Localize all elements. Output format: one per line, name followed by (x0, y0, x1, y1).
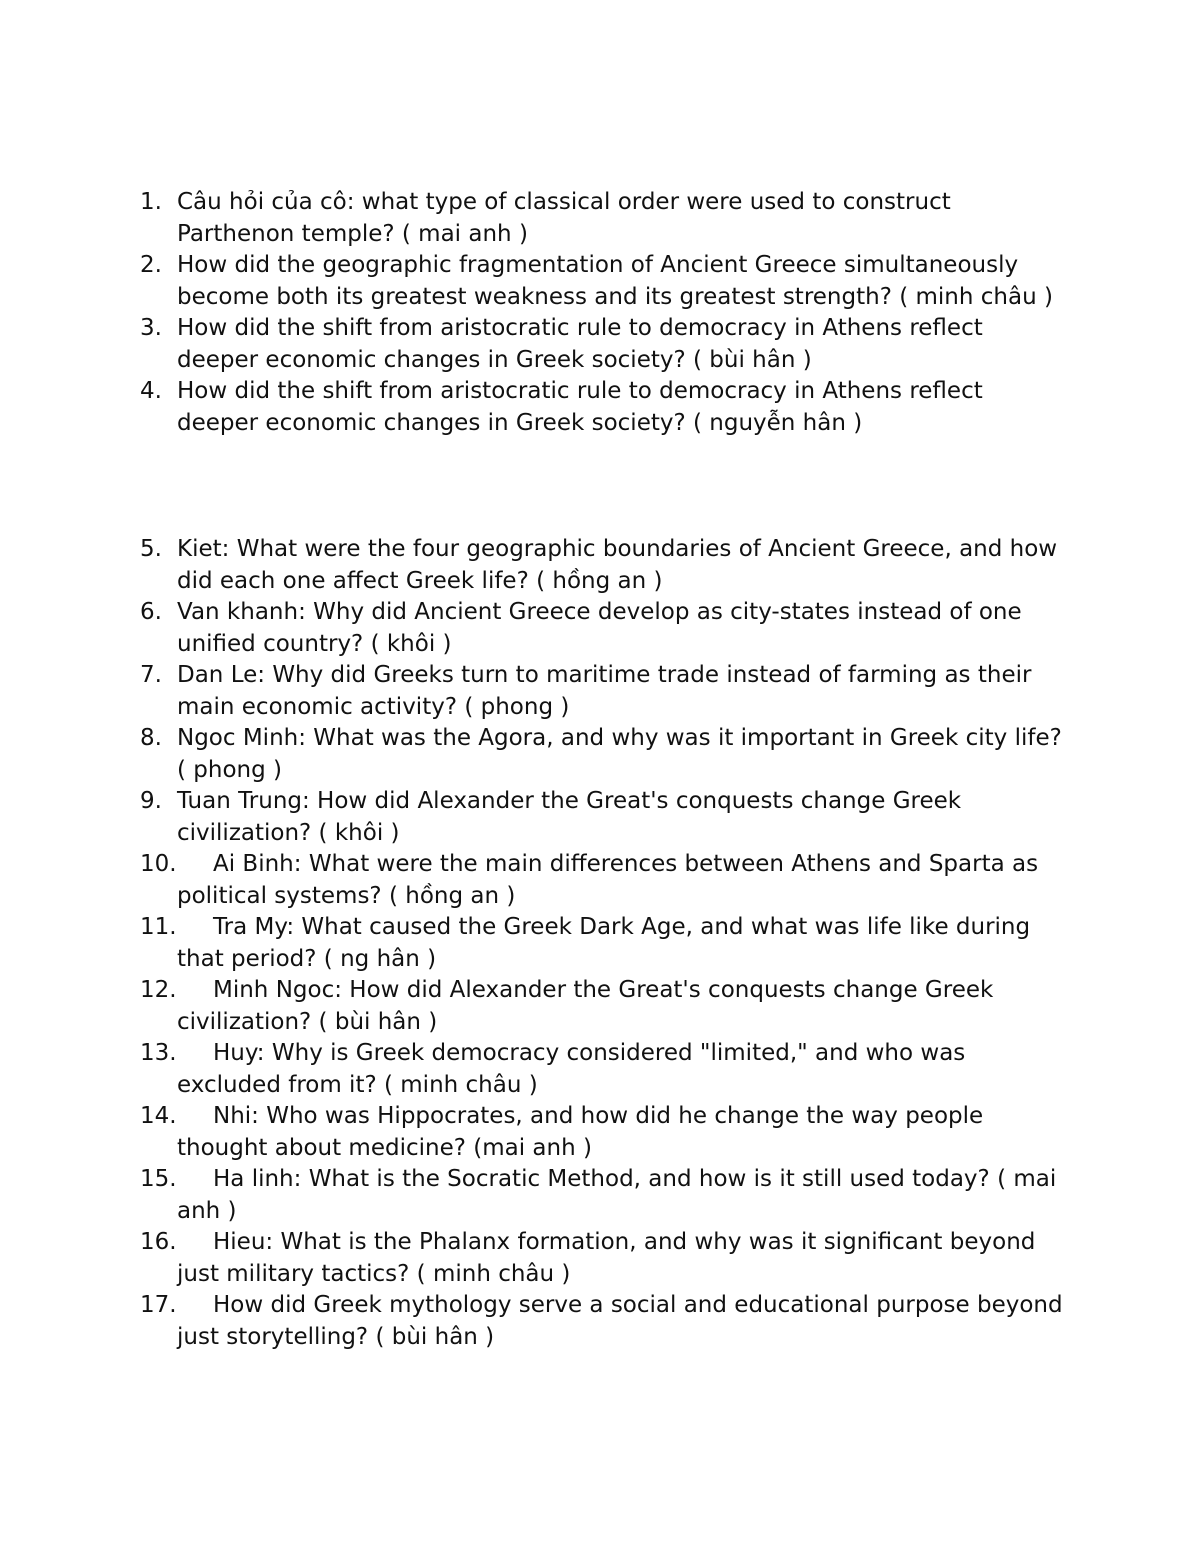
item-number: 5. (140, 536, 162, 562)
item-number: 8. (140, 725, 162, 751)
item-text: Kiet: What were the four geographic boundaries of Ancient Greece, and how did each one affect Greek life? ( hồng an ) (177, 536, 1058, 594)
item-text: Van khanh: Why did Ancient Greece develop as city-states instead of one unified country? ( khôi ) (177, 599, 1022, 657)
list-item (140, 1101, 1070, 1164)
item-number: 15. (140, 1166, 177, 1192)
item-number: 13. (140, 1040, 177, 1066)
list-item (140, 1290, 1070, 1353)
item-text: Ngoc Minh: What was the Agora, and why was it important in Greek city life? ( phong ) (177, 725, 1062, 783)
list-item (140, 534, 1070, 597)
item-text: Dan Le: Why did Greeks turn to maritime trade instead of farming as their main economic activity? ( phong ) (177, 662, 1032, 720)
item-number: 1. (140, 189, 162, 215)
item-text: How did the shift from aristocratic rule to democracy in Athens reflect deeper economic changes in Greek society? ( nguyễn hân ) (177, 378, 983, 436)
list-item (140, 1164, 1070, 1227)
item-number: 9. (140, 788, 162, 814)
item-number: 12. (140, 977, 177, 1003)
item-number: 17. (140, 1292, 177, 1318)
item-text: Tra My: What caused the Greek Dark Age, and what was life like during that period? ( ng hân ) (177, 914, 1031, 972)
item-number: 6. (140, 599, 162, 625)
item-text: Nhi: Who was Hippocrates, and how did he change the way people thought about medicine? (mai anh ) (177, 1103, 984, 1161)
item-number: 11. (140, 914, 177, 940)
list-item (140, 1227, 1070, 1290)
list-item (140, 597, 1070, 660)
item-number: 4. (140, 378, 162, 404)
list-item (140, 376, 1070, 439)
item-text: Ha linh: What is the Socratic Method, and how is it still used today? ( mai anh ) (177, 1166, 1057, 1224)
item-text: Minh Ngoc: How did Alexander the Great's conquests change Greek civilization? ( bùi hân ) (177, 977, 994, 1035)
item-text: How did the shift from aristocratic rule to democracy in Athens reflect deeper economic changes in Greek society? ( bùi hân ) (177, 315, 983, 373)
item-text: Ai Binh: What were the main differences between Athens and Sparta as political systems? ( hồng an ) (177, 851, 1039, 909)
question-list-one (140, 187, 1070, 439)
list-item (140, 313, 1070, 376)
list-item (140, 912, 1070, 975)
item-text: Câu hỏi của cô: what type of classical order were used to construct Parthenon temple? ( mai anh ) (177, 189, 951, 247)
item-number: 16. (140, 1229, 177, 1255)
item-text: Hieu: What is the Phalanx formation, and why was it significant beyond just military tactics? ( minh châu ) (177, 1229, 1036, 1287)
list-item (140, 849, 1070, 912)
item-number: 14. (140, 1103, 177, 1129)
list-item (140, 786, 1070, 849)
item-text: Huy: Why is Greek democracy considered "limited," and who was excluded from it? ( minh châu ) (177, 1040, 966, 1098)
item-text: Tuan Trung: How did Alexander the Great's conquests change Greek civilization? ( khôi ) (177, 788, 962, 846)
question-list-two (140, 534, 1070, 1353)
item-text: How did the geographic fragmentation of Ancient Greece simultaneously become both its greatest weakness and its greatest strength? ( minh châu ) (177, 252, 1053, 310)
item-number: 7. (140, 662, 162, 688)
list-item (140, 723, 1070, 786)
item-number: 10. (140, 851, 177, 877)
list-item (140, 975, 1070, 1038)
list-item (140, 250, 1070, 313)
item-number: 3. (140, 315, 162, 341)
item-number: 2. (140, 252, 162, 278)
list-item (140, 660, 1070, 723)
list-item (140, 187, 1070, 250)
list-item (140, 1038, 1070, 1101)
item-text: How did Greek mythology serve a social and educational purpose beyond just storytelling? ( bùi hân ) (177, 1292, 1063, 1350)
